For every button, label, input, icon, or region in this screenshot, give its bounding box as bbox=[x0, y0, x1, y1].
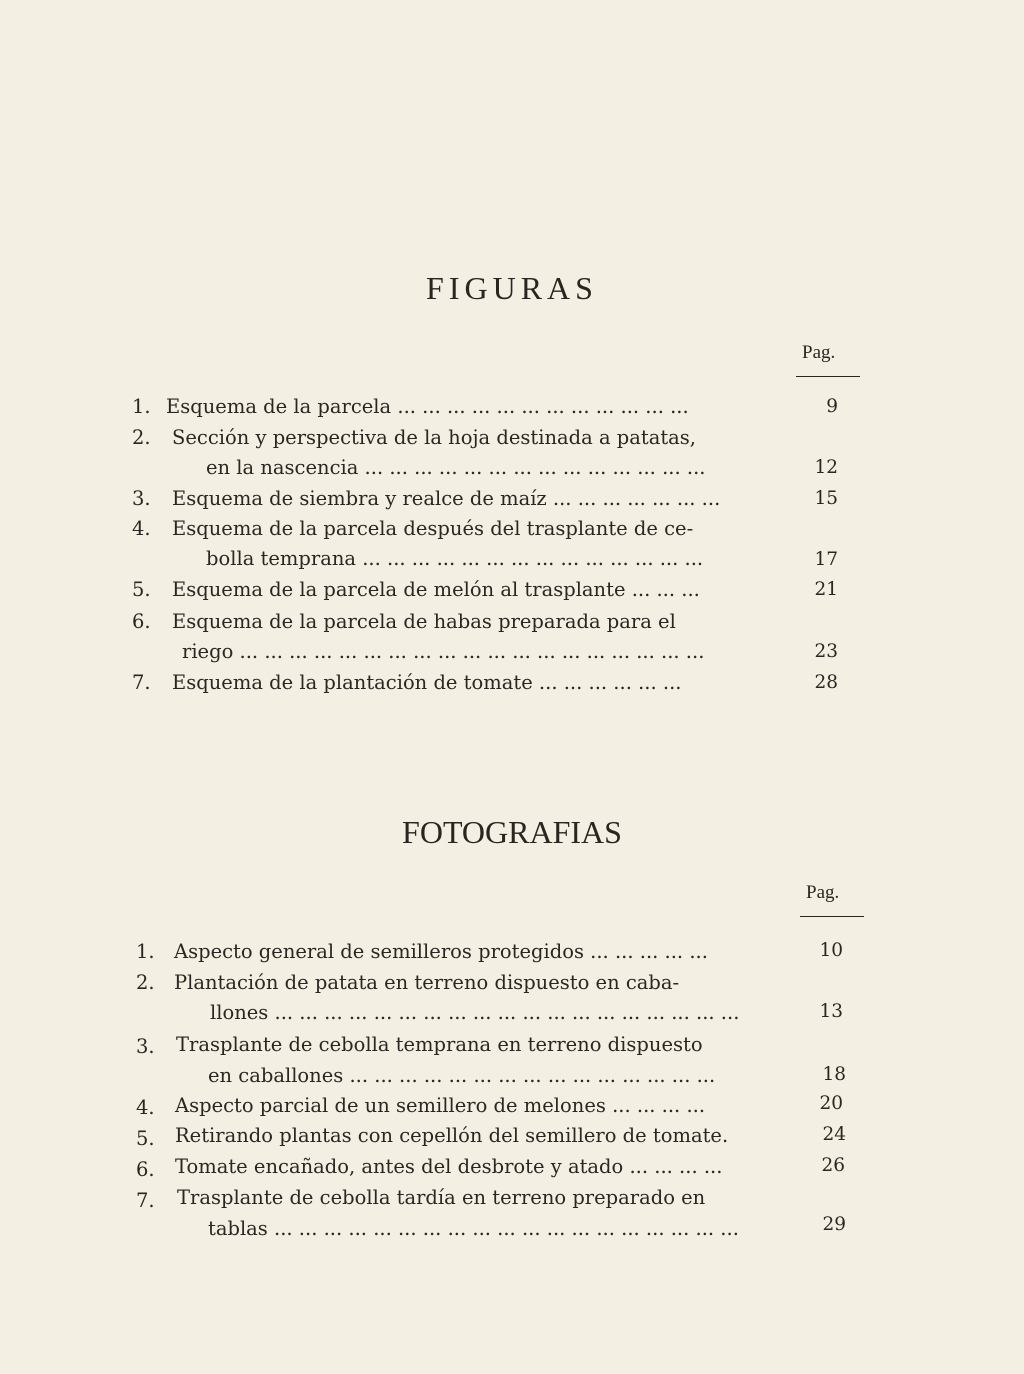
entry-number: 1. bbox=[136, 940, 155, 963]
entry-page: 17 bbox=[814, 549, 838, 570]
entry-text: Aspecto general de semilleros protegidos ... ... ... ... ... bbox=[174, 940, 708, 963]
entry-number: 4. bbox=[136, 1096, 155, 1119]
entry-text-continued: bolla temprana ... ... ... ... ... ... ... ... ... ... ... ... ... ... bbox=[206, 547, 704, 570]
entry-text: Esquema de la parcela ... ... ... ... ... ... ... ... ... ... ... ... bbox=[166, 395, 689, 418]
entry-number: 2. bbox=[136, 971, 155, 994]
entry-number: 7. bbox=[136, 1189, 155, 1212]
entry-text: Esquema de la plantación de tomate ... ... ... ... ... ... bbox=[172, 671, 682, 694]
entry-page: 29 bbox=[822, 1214, 846, 1235]
entry-number: 1. bbox=[132, 395, 151, 418]
entry-page: 20 bbox=[819, 1093, 843, 1114]
figuras-pag-label: Pag. bbox=[802, 342, 836, 363]
entry-number: 3. bbox=[136, 1035, 155, 1058]
entry-text: Esquema de la parcela de habas preparada para el bbox=[172, 610, 676, 633]
entry-text: Trasplante de cebolla tardía en terreno preparado en bbox=[177, 1186, 706, 1209]
fotografias-pag-rule bbox=[800, 916, 864, 917]
entry-text-continued: tablas ... ... ... ... ... ... ... ... ... ... ... ... ... ... ... ... ... ... ... bbox=[208, 1217, 739, 1240]
entry-text-continued: en caballones ... ... ... ... ... ... ... ... ... ... ... ... ... ... ... bbox=[208, 1064, 716, 1087]
entry-number: 7. bbox=[132, 671, 151, 694]
entry-number: 6. bbox=[132, 610, 151, 633]
entry-text-continued: en la nascencia ... ... ... ... ... ... ... ... ... ... ... ... ... ... bbox=[206, 456, 706, 479]
entry-number: 5. bbox=[132, 578, 151, 601]
entry-text: Tomate encañado, antes del desbrote y atado ... ... ... ... bbox=[175, 1155, 723, 1178]
figuras-title: FIGURAS bbox=[426, 270, 598, 306]
entry-page: 15 bbox=[814, 488, 838, 509]
entry-page: 23 bbox=[814, 641, 838, 662]
fotografias-title: FOTOGRAFIAS bbox=[402, 814, 622, 850]
entry-text: Esquema de siembra y realce de maíz ... ... ... ... ... ... ... bbox=[172, 487, 721, 510]
entry-text: Trasplante de cebolla temprana en terreno dispuesto bbox=[176, 1033, 703, 1056]
entry-text: Retirando plantas con cepellón del semillero de tomate. bbox=[175, 1124, 729, 1147]
entry-text-continued: riego ... ... ... ... ... ... ... ... ... ... ... ... ... ... ... ... ... ... ... bbox=[182, 640, 705, 663]
entry-page: 26 bbox=[821, 1155, 845, 1176]
entry-page: 10 bbox=[819, 940, 843, 961]
entry-number: 5. bbox=[136, 1127, 155, 1150]
entry-number: 2. bbox=[132, 426, 151, 449]
entry-page: 24 bbox=[822, 1124, 846, 1145]
fotografias-pag-label: Pag. bbox=[806, 882, 840, 903]
entry-text: Plantación de patata en terreno dispuesto en caba- bbox=[174, 971, 680, 994]
figuras-pag-rule bbox=[796, 376, 860, 377]
entry-page: 28 bbox=[814, 672, 838, 693]
entry-number: 4. bbox=[132, 517, 151, 540]
entry-page: 9 bbox=[826, 396, 838, 417]
entry-text: Esquema de la parcela de melón al trasplante ... ... ... bbox=[172, 578, 700, 601]
entry-page: 12 bbox=[814, 457, 838, 478]
entry-page: 18 bbox=[822, 1064, 846, 1085]
entry-page: 13 bbox=[819, 1001, 843, 1022]
entry-text: Aspecto parcial de un semillero de melones ... ... ... ... bbox=[175, 1094, 706, 1117]
entry-text: Sección y perspectiva de la hoja destinada a patatas, bbox=[172, 426, 697, 449]
entry-text-continued: llones ... ... ... ... ... ... ... ... ... ... ... ... ... ... ... ... ... ... ... bbox=[210, 1001, 740, 1024]
entry-text: Esquema de la parcela después del trasplante de ce- bbox=[172, 517, 694, 540]
entry-number: 6. bbox=[136, 1158, 155, 1181]
entry-number: 3. bbox=[132, 487, 151, 510]
entry-page: 21 bbox=[814, 579, 838, 600]
